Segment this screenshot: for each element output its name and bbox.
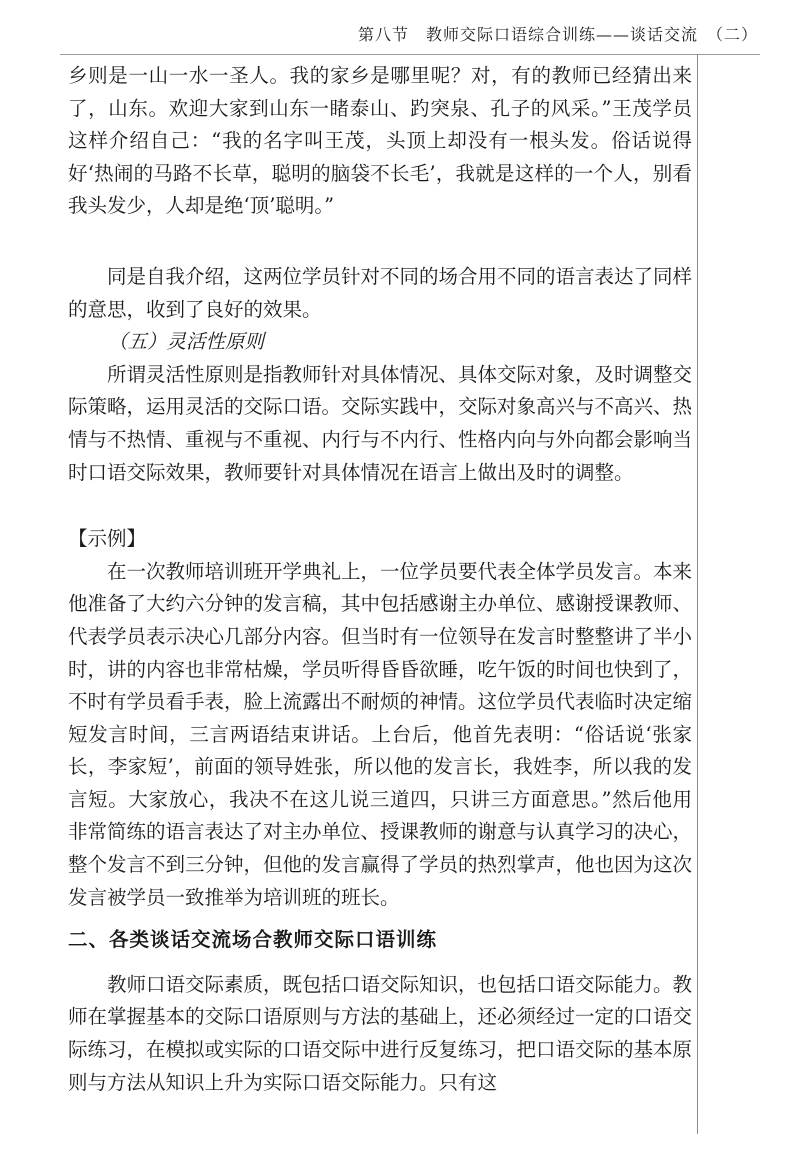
header-rule [60,54,760,55]
paragraph-gap [68,489,692,523]
body-text [68,60,692,1099]
margin-rule [697,54,698,1134]
paragraph-section-intro: 教师口语交际素质，既包括口语交际知识，也包括口语交际能力。教师在掌握基本的交际口语原则与方法的基础上，还必须经过一定的口语交际练习，在模拟或实际的口语交际中进行反复练习，把口语交际的基本原则与方法从知识上升为实际口语交际能力。只有这 [68,972,693,1094]
paragraph-flexibility-principle: 所谓灵活性原则是指教师针对具体情况、具体交际对象，及时调整交际策略，运用灵活的交际口语。交际实践中，交际对象高兴与不高兴、热情与不热情、重视与不重视、内行与不内行、性格内向与外向都会影响当时口语交际效果，教师要针对具体情况在语言上做出及时的调整。 [68,362,693,484]
example-label: 【示例】 [68,527,147,551]
subheading-flexibility-principle: （五）灵活性原则 [108,330,265,354]
running-header: 第八节 教师交际口语综合训练——谈话交流 （二） [357,25,758,44]
paragraph-summary: 同是自我介绍，这两位学员针对不同的场合用不同的语言表达了同样的意思，收到了良好的效果。 [68,264,693,321]
paragraph-continuation: 乡则是一山一水一圣人。我的家乡是哪里呢？对，有的教师已经猜出来了，山东。欢迎大家到山东一睹泰山、趵突泉、孔子的风采。”王茂学员这样介绍自己：“我的名字叫王茂，头顶上却没有一根头发。俗话说得好‘热闹的马路不长草，聪明的脑袋不长毛’，我就是这样的一个人，别看我头发少，人却是绝‘顶’聪明。” [68,64,692,218]
paragraph-gap [68,223,692,261]
paragraph-example: 在一次教师培训班开学典礼上，一位学员要代表全体学员发言。本来他准备了大约六分钟的发言稿，其中包括感谢主办单位、感谢授课教师、代表学员表示决心几部分内容。但当时有一位领导在发言时整整讲了半小时，讲的内容也非常枯燥，学员听得昏昏欲睡，吃午饭的时间也快到了，不时有学员看手表，脸上流露出不耐烦的神情。这位学员代表临时决定缩短发言时间，三言两语结束讲话。上台后，他首先表明：“俗话说‘张家长，李家短’，前面的领导姓张，所以他的发言长，我姓李，所以我的发言短。大家放心，我决不在这儿说三道四，只讲三方面意思。”然后他用非常简练的语言表达了对主办单位、授课教师的谢意与认真学习的决心，整个发言不到三分钟，但他的发言赢得了学员的热烈掌声，他也因为这次发言被学员一致推举为培训班的班长。 [68,559,693,909]
section-heading: 二、各类谈话交流场合教师交际口语训练 [68,928,438,952]
